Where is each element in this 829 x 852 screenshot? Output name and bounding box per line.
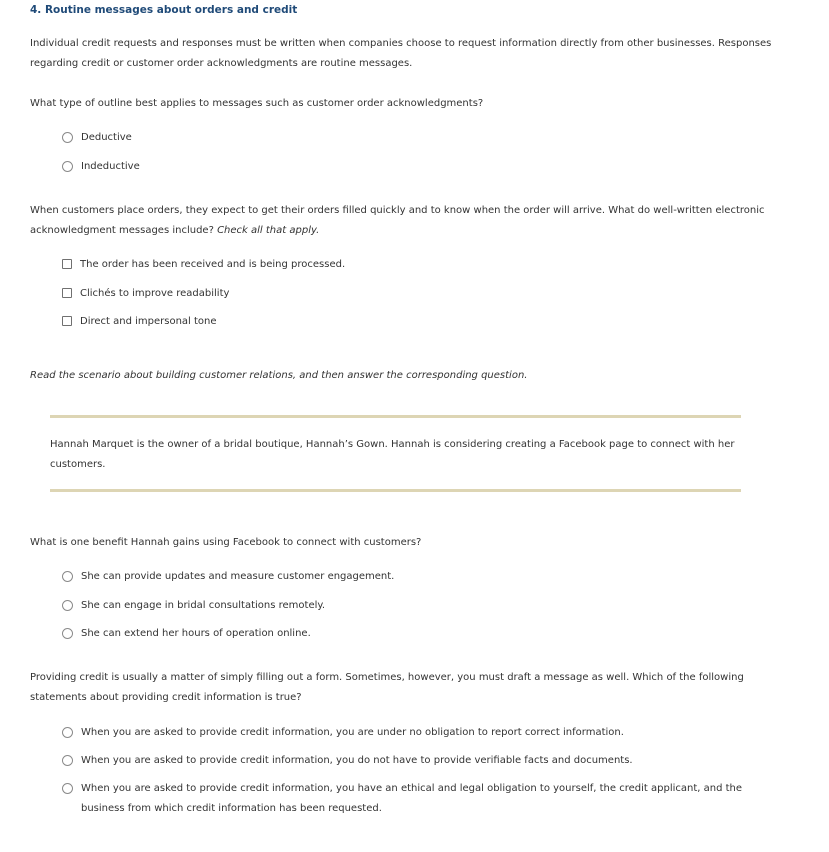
scenario-top-rule bbox=[50, 415, 741, 418]
radio-button[interactable] bbox=[62, 132, 73, 143]
option-label: The order has been received and is being processed. bbox=[80, 259, 346, 270]
q3-option-hours[interactable] bbox=[62, 624, 751, 644]
q3-option-consultations[interactable] bbox=[62, 596, 751, 616]
question-2-hint: Check all that apply. bbox=[217, 225, 320, 236]
option-label: Direct and impersonal tone bbox=[80, 316, 217, 327]
checkbox[interactable] bbox=[62, 288, 72, 298]
question-3-text: What is one benefit Hannah gains using Facebook to connect with customers? bbox=[30, 537, 422, 548]
radio-button[interactable] bbox=[62, 571, 73, 582]
question-4-text: Providing credit is usually a matter of simply filling out a form. Sometimes, however, you must draft a message as well. Which of the following statements about providing credit information is true? bbox=[30, 672, 744, 703]
scenario-prompt bbox=[30, 366, 790, 386]
option-label: Deductive bbox=[81, 132, 132, 143]
option-label: When you are asked to provide credit information, you are under no obligation to report correct information. bbox=[81, 727, 624, 738]
q4-option-no-verifiable-facts[interactable] bbox=[62, 751, 751, 771]
scenario-bottom-rule bbox=[50, 489, 741, 492]
question-2-text bbox=[30, 201, 790, 241]
scenario-text: Hannah Marquet is the owner of a bridal boutique, Hannah’s Gown. Hannah is considering creating a Facebook page to connect with her customers. bbox=[50, 439, 735, 470]
option-label: She can extend her hours of operation online. bbox=[81, 628, 311, 639]
q2-option-order-received[interactable] bbox=[62, 255, 750, 275]
q3-option-updates[interactable] bbox=[62, 567, 751, 587]
checkbox[interactable] bbox=[62, 316, 72, 326]
option-label: Indeductive bbox=[81, 161, 140, 172]
checkbox[interactable] bbox=[62, 259, 72, 269]
q4-option-no-obligation[interactable] bbox=[62, 723, 751, 743]
option-label: She can engage in bridal consultations remotely. bbox=[81, 600, 326, 611]
radio-button[interactable] bbox=[62, 783, 73, 794]
q2-option-direct-tone[interactable] bbox=[62, 312, 750, 332]
q4-option-ethical-obligation[interactable] bbox=[62, 779, 751, 819]
question-2-body: When customers place orders, they expect to get their orders filled quickly and to know when the order will arrive. What do well-written electronic acknowledgment messages include? bbox=[30, 205, 765, 236]
q2-option-cliches[interactable] bbox=[62, 284, 750, 304]
option-label: When you are asked to provide credit information, you do not have to provide verifiable facts and documents. bbox=[81, 755, 633, 766]
radio-button[interactable] bbox=[62, 600, 73, 611]
option-label: Clichés to improve readability bbox=[80, 288, 230, 299]
option-label: When you are asked to provide credit information, you have an ethical and legal obligation to yourself, the credit applicant, and the business from which credit information has been requested. bbox=[81, 783, 743, 814]
radio-button[interactable] bbox=[62, 628, 73, 639]
intro-paragraph: Individual credit requests and responses must be written when companies choose to request information directly from other businesses. Responses regarding credit or customer order acknowledgments are routine messages. bbox=[30, 38, 772, 69]
q1-option-deductive[interactable] bbox=[62, 128, 751, 148]
radio-button[interactable] bbox=[62, 755, 73, 766]
q1-option-indeductive[interactable] bbox=[62, 157, 751, 177]
scenario-prompt-text: Read the scenario about building customer relations, and then answer the corresponding question. bbox=[30, 370, 528, 381]
question-1-text: What type of outline best applies to messages such as customer order acknowledgments? bbox=[30, 98, 484, 109]
section-title: 4. Routine messages about orders and credit bbox=[30, 4, 298, 16]
option-label: She can provide updates and measure customer engagement. bbox=[81, 571, 395, 582]
radio-button[interactable] bbox=[62, 727, 73, 738]
radio-button[interactable] bbox=[62, 161, 73, 172]
